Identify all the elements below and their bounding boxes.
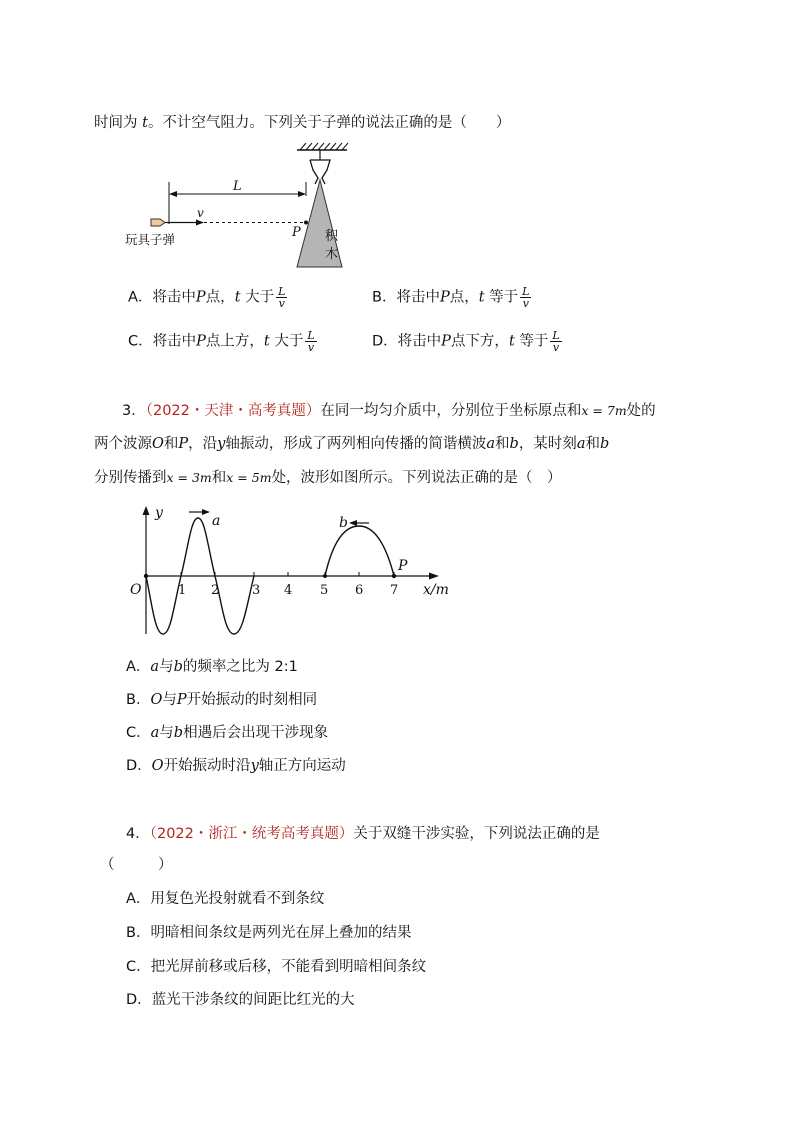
- q3-number: 3．: [122, 403, 146, 419]
- tick-label-1: 1: [178, 583, 187, 598]
- q2-figure: [125, 138, 370, 270]
- tick-label-6: 6: [355, 583, 364, 598]
- label-v: v: [197, 206, 204, 220]
- source-P: [392, 574, 396, 578]
- q4-option-a[interactable]: A．用复色光投射就看不到条纹: [126, 891, 325, 907]
- var-t: t: [142, 115, 148, 131]
- q4-number: 4．: [126, 826, 150, 842]
- velocity-arrowhead: [196, 220, 204, 226]
- block-label-bottom: 木: [325, 247, 339, 262]
- wave-a-label: a: [212, 513, 221, 529]
- q3-source: （2022・天津・高考真题）: [145, 403, 321, 419]
- q4-source: （2022・浙江・统考高考真题）: [149, 826, 354, 842]
- fraction-L-over-v: $\frac{L}{v}$: [522, 285, 530, 310]
- q2-option-b[interactable]: B．将击中P点，t 等于 $\frac{L}{v}$: [372, 285, 530, 310]
- q4-stem: 4．（2022・浙江・统考高考真题）关于双缝干涉实验，下列说法正确的是: [126, 826, 600, 842]
- y-axis-label: y: [155, 505, 163, 521]
- q3-stem-line2: 两个波源O和P，沿y轴振动，形成了两列相向传播的简谐横波a和b，某时刻a和b: [94, 436, 610, 452]
- q4-answer-paren: （ ）: [100, 857, 173, 873]
- wave-a-arrowhead: [202, 509, 210, 515]
- y-axis-arrow: [143, 506, 150, 515]
- fraction-L-over-v: $\frac{L}{v}$: [278, 285, 286, 310]
- q4-option-b[interactable]: B．明暗相间条纹是两列光在屏上叠加的结果: [126, 925, 412, 941]
- tick-label-5: 5: [320, 583, 329, 598]
- wave-b-label: b: [339, 515, 348, 531]
- q2-option-a[interactable]: A．将击中P点，t 大于 $\frac{L}{v}$: [128, 285, 286, 310]
- q3-stem-line3: 分别传播到x = 3m和x = 5m处，波形如图所示。下列说法正确的是（ ）: [94, 470, 562, 486]
- label-L: L: [233, 179, 242, 194]
- q2-stem-text: 时间为: [94, 115, 143, 131]
- x-axis-arrow: [429, 573, 439, 580]
- ceiling-hatch: [300, 143, 348, 150]
- q3-option-c[interactable]: C．a与b相遇后会出现干涉现象: [126, 725, 329, 741]
- tick-label-3: 3: [252, 583, 261, 598]
- q2-stem: [94, 113, 510, 133]
- x-axis-label: x/m: [423, 582, 449, 598]
- fraction-L-over-v: $\frac{L}{v}$: [552, 329, 560, 354]
- q4-option-d[interactable]: D．蓝光干涉条纹的间距比红光的大: [126, 992, 355, 1008]
- dim-arrow-right: [298, 191, 306, 197]
- q2-option-c[interactable]: C．将击中P点上方，t 大于 $\frac{L}{v}$: [128, 329, 315, 354]
- q3-wave-figure: [125, 500, 465, 640]
- tick-label-7: 7: [390, 583, 399, 598]
- q4-option-c[interactable]: C．把光屏前移或后移，不能看到明暗相间条纹: [126, 959, 427, 975]
- wave-b: [325, 526, 394, 576]
- tick-label-4: 4: [284, 583, 293, 598]
- source-O: [144, 574, 148, 578]
- block-label-top: 积: [325, 229, 339, 244]
- q3-stem-line1: 3．（2022・天津・高考真题）在同一均匀介质中，分别位于坐标原点和x = 7m处的: [122, 403, 656, 419]
- bullet-label: 玩具子弹: [125, 232, 176, 247]
- label-P: P: [292, 225, 301, 240]
- fraction-L-over-v: $\frac{L}{v}$: [307, 329, 315, 354]
- dim-arrow-left: [169, 191, 177, 197]
- source-P-label: P: [398, 558, 408, 574]
- q3-option-b[interactable]: B．O与P开始振动的时刻相同: [126, 692, 318, 708]
- origin-label: O: [130, 582, 142, 598]
- q2-option-d[interactable]: D．将击中P点下方，t 等于 $\frac{L}{v}$: [372, 329, 560, 354]
- bullet: [151, 219, 165, 226]
- q3-option-d[interactable]: D．O开始振动时沿y轴正方向运动: [126, 758, 346, 774]
- tick-label-2: 2: [211, 583, 220, 598]
- wave-b-arrowhead: [349, 520, 357, 526]
- wave-b-front: [323, 574, 327, 578]
- q3-option-a[interactable]: A．a与b的频率之比为 2:1: [126, 659, 298, 675]
- point-P: [304, 221, 308, 225]
- q2-stem-text-end: 。不计空气阻力。下列关于子弹的说法正确的是（ ）: [147, 115, 511, 131]
